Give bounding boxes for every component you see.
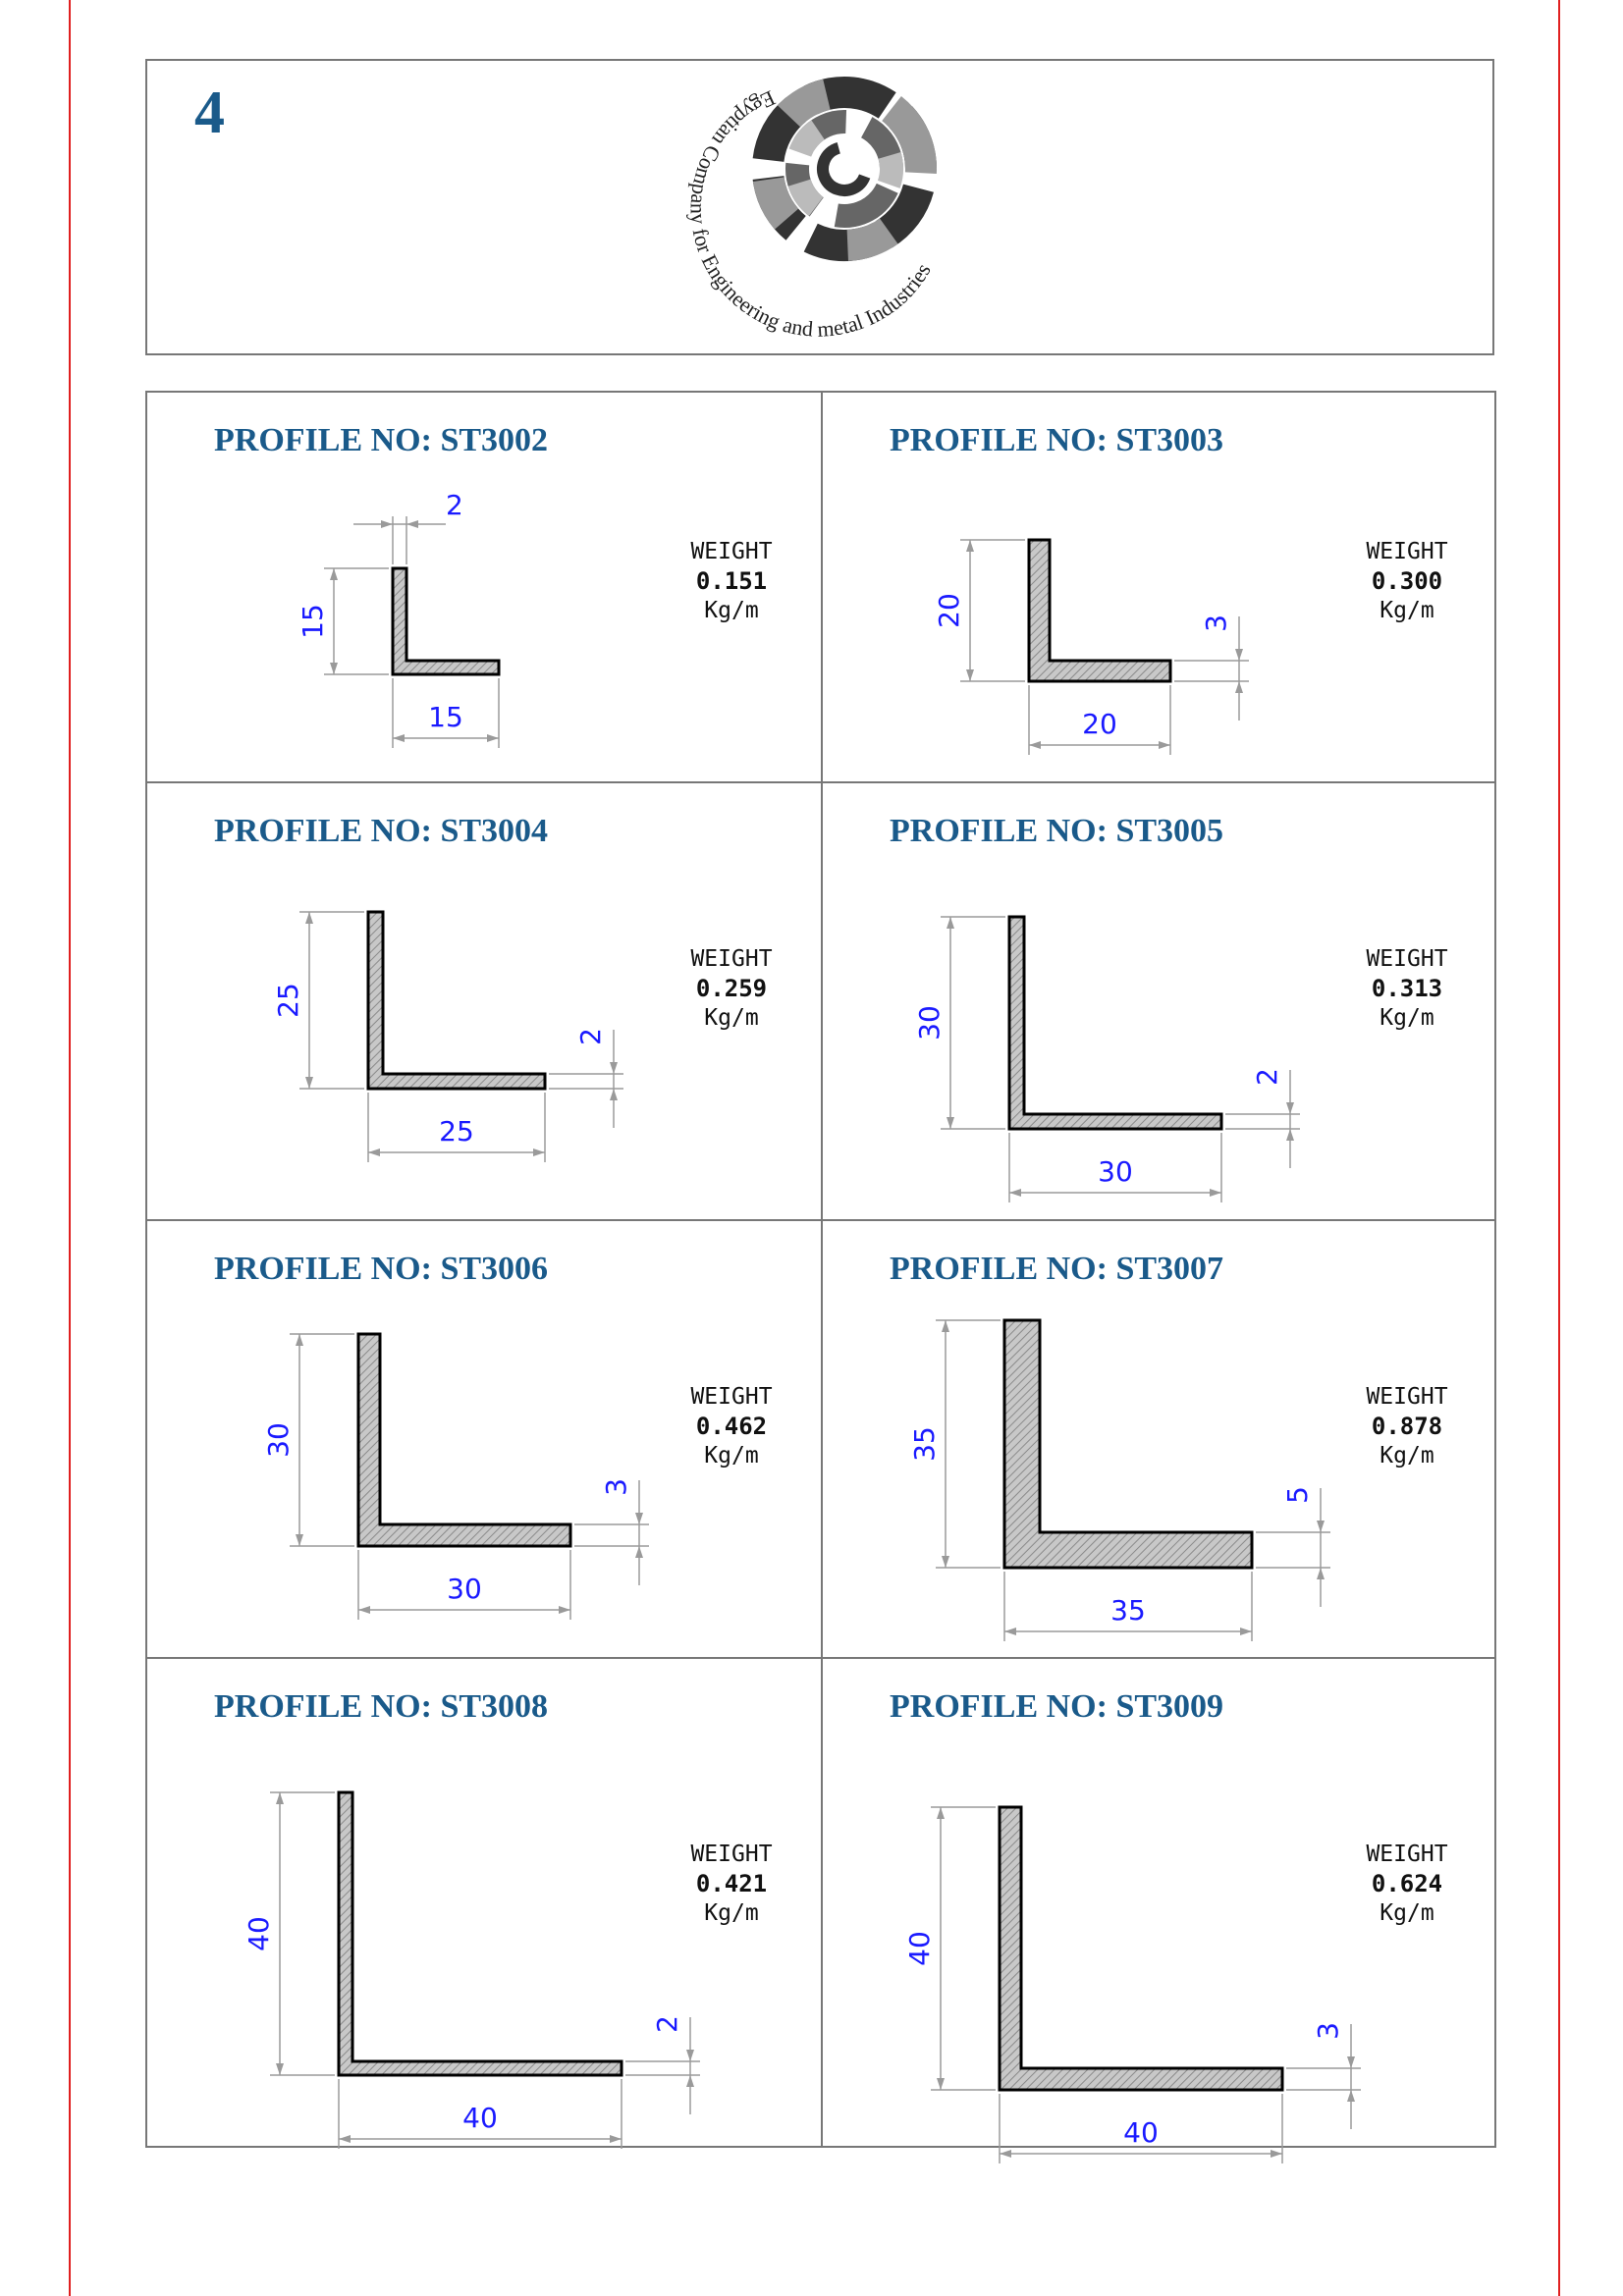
thickness-dimension-text: 2 [446, 489, 463, 521]
width-dimension-text: 20 [1082, 708, 1117, 740]
height-dimension-text: 15 [297, 604, 329, 639]
thickness-dimension-text: 2 [1251, 1068, 1283, 1086]
header [145, 59, 1494, 355]
profile-cell [823, 783, 1496, 1219]
profile-title: PROFILE NO: ST3002 [214, 422, 549, 458]
profile-title: PROFILE NO: ST3008 [214, 1688, 549, 1725]
weight-value: 0.300 [1371, 566, 1443, 595]
weight-value: 0.313 [1371, 975, 1443, 1003]
height-dimension-text: 25 [272, 983, 304, 1018]
weight-unit: Kg/m [704, 1443, 759, 1469]
weight-value: 0.421 [695, 1870, 768, 1898]
profile-title: PROFILE NO: ST3005 [890, 813, 1224, 849]
profile-title: PROFILE NO: ST3003 [890, 422, 1224, 458]
weight-label: WEIGHT [690, 538, 773, 564]
weight-value: 0.259 [695, 975, 768, 1003]
profile-title: PROFILE NO: ST3004 [214, 813, 549, 849]
weight-unit: Kg/m [1380, 597, 1434, 623]
profile-cell [147, 783, 821, 1219]
profile-cell [147, 1659, 821, 2148]
width-dimension-text: 40 [1123, 2116, 1159, 2149]
company-logo [677, 61, 972, 355]
angle-profile-drawing [147, 1221, 821, 1657]
width-dimension-text: 35 [1110, 1594, 1146, 1627]
weight-unit: Kg/m [1380, 1005, 1434, 1032]
weight-value: 0.462 [695, 1413, 768, 1441]
width-dimension-text: 30 [1098, 1155, 1133, 1188]
weight-label: WEIGHT [1366, 946, 1448, 973]
thickness-dimension-text: 3 [1200, 614, 1232, 632]
profile-cell [823, 1221, 1496, 1657]
profile-title: PROFILE NO: ST3006 [214, 1251, 549, 1287]
angle-profile-shape [393, 568, 499, 674]
angle-profile-shape [358, 1334, 570, 1546]
weight-label: WEIGHT [690, 946, 773, 973]
angle-profile-drawing [823, 1659, 1496, 2148]
profile-title: PROFILE NO: ST3009 [890, 1688, 1224, 1725]
logo-text: Egyptian Company for Engineering and metal Industries [685, 85, 936, 342]
angle-profile-drawing [823, 1221, 1496, 1657]
weight-unit: Kg/m [704, 1005, 759, 1032]
angle-profile-drawing [147, 783, 821, 1219]
weight-value: 0.878 [1371, 1413, 1443, 1441]
weight-unit: Kg/m [704, 597, 759, 623]
weight-label: WEIGHT [690, 1842, 773, 1868]
width-dimension-text: 30 [447, 1573, 482, 1605]
angle-profile-drawing [823, 783, 1496, 1219]
height-dimension-text: 20 [933, 593, 965, 628]
profile-cell [147, 1221, 821, 1657]
weight-unit: Kg/m [1380, 1900, 1434, 1927]
weight-label: WEIGHT [690, 1384, 773, 1411]
width-dimension-text: 40 [462, 2102, 498, 2134]
height-dimension-text: 40 [903, 1931, 936, 1966]
profile-cell [147, 393, 821, 781]
width-dimension-text: 15 [428, 701, 463, 733]
weight-value: 0.624 [1371, 1870, 1443, 1898]
thickness-dimension-text: 3 [600, 1478, 632, 1496]
angle-profile-drawing [823, 393, 1496, 781]
angle-profile-shape [1000, 1807, 1282, 2090]
weight-unit: Kg/m [704, 1900, 759, 1927]
thickness-dimension-text: 2 [574, 1028, 607, 1045]
page-number: 4 [194, 80, 225, 146]
thickness-dimension-text: 5 [1281, 1486, 1314, 1504]
width-dimension-text: 25 [439, 1115, 474, 1148]
height-dimension-text: 35 [908, 1426, 941, 1462]
weight-label: WEIGHT [1366, 1384, 1448, 1411]
height-dimension-text: 40 [243, 1916, 275, 1951]
angle-profile-drawing [147, 1659, 821, 2148]
profile-title: PROFILE NO: ST3007 [890, 1251, 1224, 1287]
angle-profile-shape [339, 1792, 622, 2075]
thickness-dimension-text: 3 [1312, 2022, 1344, 2040]
angle-profile-shape [368, 912, 545, 1089]
thickness-dimension-text: 2 [651, 2015, 683, 2033]
angle-profile-shape [1009, 917, 1221, 1129]
profile-grid [145, 391, 1496, 2148]
angle-profile-drawing [147, 393, 821, 781]
weight-label: WEIGHT [1366, 538, 1448, 564]
profile-cell [823, 1659, 1496, 2148]
angle-profile-shape [1004, 1320, 1252, 1568]
height-dimension-text: 30 [913, 1005, 946, 1041]
angle-profile-shape [1029, 540, 1170, 681]
weight-value: 0.151 [695, 566, 768, 595]
weight-unit: Kg/m [1380, 1443, 1434, 1469]
profile-cell [823, 393, 1496, 781]
weight-label: WEIGHT [1366, 1842, 1448, 1868]
height-dimension-text: 30 [262, 1422, 295, 1458]
